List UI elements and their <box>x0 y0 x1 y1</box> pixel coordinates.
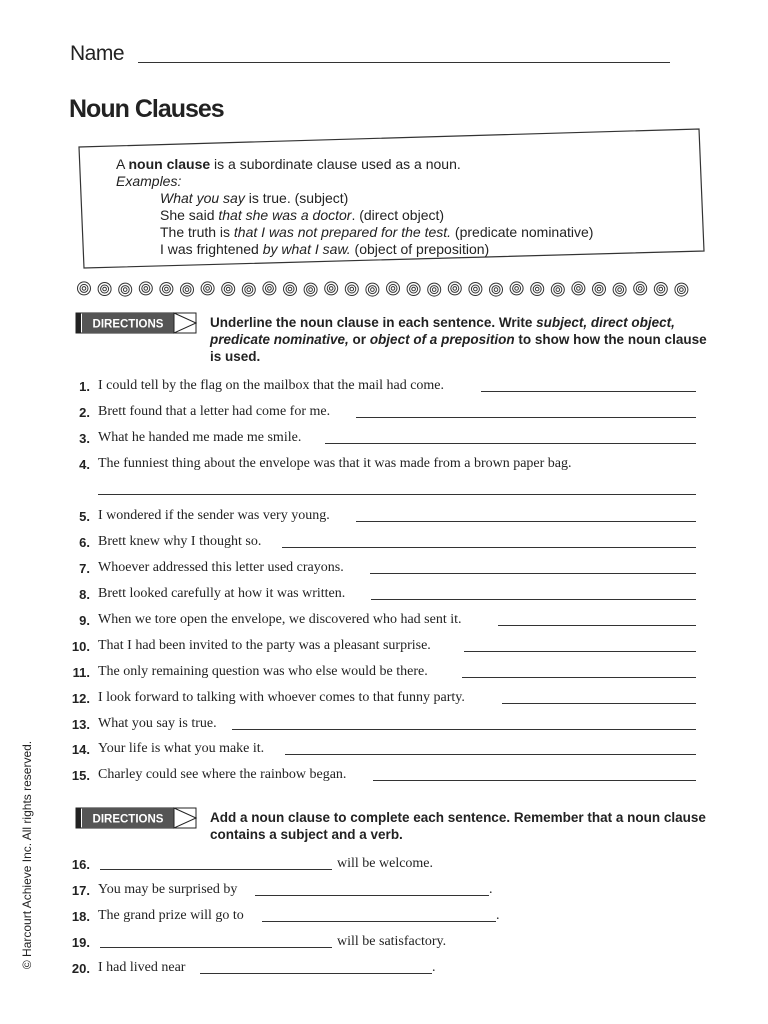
question-row <box>0 638 768 658</box>
question-row <box>0 716 768 736</box>
spiral-glyph <box>572 282 585 295</box>
answer-blank[interactable] <box>100 947 332 948</box>
fill-in-row <box>0 960 768 980</box>
question-text: The funniest thing about the envelope was that it was made from a brown paper bag. <box>98 456 572 471</box>
answer-line[interactable] <box>98 494 696 495</box>
spiral-glyph <box>531 283 544 296</box>
answer-line[interactable] <box>371 599 696 600</box>
answer-line[interactable] <box>462 677 696 678</box>
directions-tag-text: DIRECTIONS <box>92 813 164 826</box>
answer-line[interactable] <box>232 729 696 730</box>
question-number: 4. <box>79 457 90 472</box>
fill-in-prefix: I had lived near <box>98 960 186 975</box>
question-number: 14. <box>71 742 90 757</box>
question-row <box>0 560 768 580</box>
answer-blank[interactable] <box>200 973 432 974</box>
question-text: I wondered if the sender was very young. <box>98 508 330 523</box>
question-row <box>0 664 768 684</box>
question-number: 13. <box>71 717 90 732</box>
question-number: 20. <box>71 961 90 976</box>
fill-in-row <box>0 934 768 954</box>
spiral-glyph <box>469 283 482 296</box>
question-text: What he handed me made me smile. <box>98 430 302 445</box>
spiral-glyph <box>284 283 297 296</box>
answer-line[interactable] <box>464 651 696 652</box>
spiral-glyph <box>119 283 132 296</box>
question-text: Your life is what you make it. <box>98 741 265 756</box>
spiral-glyph <box>510 282 523 295</box>
question-row <box>0 456 768 476</box>
spiral-glyph <box>263 282 276 295</box>
answer-line[interactable] <box>373 780 696 781</box>
answer-line[interactable] <box>356 417 696 418</box>
spiral-glyph <box>387 282 400 295</box>
question-number: 9. <box>79 613 90 628</box>
spiral-glyph <box>634 282 647 295</box>
question-number: 7. <box>79 561 90 576</box>
example-3: The truth is that I was not prepared for the test. (predicate nominative) <box>160 224 594 240</box>
spiral-glyph <box>613 283 626 296</box>
question-text: Brett found that a letter had come for me. <box>98 404 331 419</box>
spiral-glyph <box>201 282 214 295</box>
question-row <box>0 404 768 424</box>
answer-line[interactable] <box>498 625 696 626</box>
page-title: Noun Clauses <box>69 95 224 123</box>
question-number: 19. <box>71 935 90 950</box>
answer-blank[interactable] <box>100 869 332 870</box>
spiral-glyph <box>160 283 173 296</box>
question-number: 18. <box>71 909 90 924</box>
fill-in-suffix: will be welcome. <box>337 856 434 871</box>
spiral-glyph <box>181 283 194 296</box>
question-row <box>0 508 768 528</box>
question-row <box>0 378 768 398</box>
spiral-glyph <box>675 283 688 296</box>
spiral-glyph <box>98 283 111 296</box>
spiral-glyph <box>325 282 338 295</box>
fill-in-prefix: The grand prize will go to <box>98 908 244 923</box>
spiral-glyph <box>304 283 317 296</box>
definition-term: noun clause <box>128 156 211 172</box>
answer-line[interactable] <box>502 703 696 704</box>
answer-line[interactable] <box>325 443 696 444</box>
copyright: © Harcourt Achieve Inc. All rights reserved. <box>20 740 34 970</box>
fill-in-row <box>0 856 768 876</box>
spiral-glyph <box>407 283 420 296</box>
spiral-glyph <box>139 282 152 295</box>
question-row <box>0 430 768 450</box>
spiral-glyph <box>78 282 91 295</box>
definition-box <box>116 156 593 258</box>
spiral-glyph <box>654 283 667 296</box>
directions-tag-2 <box>72 801 202 835</box>
question-number: 10. <box>71 639 90 654</box>
spiral-glyph <box>448 282 461 295</box>
name-label: Name <box>70 42 125 65</box>
question-text: I could tell by the flag on the mailbox that the mail had come. <box>98 378 445 393</box>
spiral-glyph <box>345 283 358 296</box>
question-text: What you say is true. <box>98 716 217 731</box>
spiral-divider <box>76 280 696 298</box>
question-text: Brett looked carefully at how it was written. <box>98 586 346 601</box>
spiral-glyph <box>593 283 606 296</box>
question-number: 2. <box>79 405 90 420</box>
question-number: 1. <box>79 379 90 394</box>
spiral-glyph <box>222 283 235 296</box>
answer-blank[interactable] <box>262 921 496 922</box>
fill-in-suffix: . <box>489 882 493 897</box>
question-number: 16. <box>71 857 90 872</box>
question-number: 6. <box>79 535 90 550</box>
directions-tag-text: DIRECTIONS <box>92 318 164 331</box>
directions-tag-1 <box>72 306 202 340</box>
question-text: That I had been invited to the party was a pleasant surprise. <box>98 638 431 653</box>
question-text: The only remaining question was who else would be there. <box>98 664 428 679</box>
question-text: Brett knew why I thought so. <box>98 534 262 549</box>
question-text: Charley could see where the rainbow began. <box>98 767 347 782</box>
example-4: I was frightened by what I saw. (object of preposition) <box>160 241 490 257</box>
answer-line[interactable] <box>370 573 696 574</box>
spiral-glyph <box>428 283 441 296</box>
examples-label: Examples: <box>116 173 182 189</box>
fill-in-prefix: You may be surprised by <box>98 882 238 897</box>
question-row <box>0 534 768 554</box>
question-number: 5. <box>79 509 90 524</box>
spiral-glyph <box>551 283 564 296</box>
question-row <box>0 612 768 632</box>
question-number: 8. <box>79 587 90 602</box>
question-row <box>0 690 768 710</box>
question-number: 15. <box>71 768 90 783</box>
question-row <box>0 741 768 761</box>
question-text: Whoever addressed this letter used crayons. <box>98 560 344 575</box>
example-1: What you say is true. (subject) <box>160 190 349 206</box>
question-number: 17. <box>71 883 90 898</box>
fill-in-suffix: . <box>496 908 500 923</box>
directions-2-text: Add a noun clause to complete each sentence. Remember that a noun clause contains a subject and a verb. <box>210 810 706 842</box>
question-number: 12. <box>71 691 90 706</box>
spiral-glyph <box>490 283 503 296</box>
spiral-glyph <box>242 283 255 296</box>
fill-in-row <box>0 908 768 928</box>
answer-line[interactable] <box>481 391 696 392</box>
question-text: I look forward to talking with whoever comes to that funny party. <box>98 690 465 705</box>
answer-line[interactable] <box>285 754 696 755</box>
example-2: She said that she was a doctor. (direct object) <box>160 207 445 223</box>
directions-1-text: Underline the noun clause in each sentence. Write subject, direct object, predicate nominative, or object of a preposition to show how the noun clause is used. <box>210 315 707 364</box>
question-row <box>0 586 768 606</box>
fill-in-suffix: . <box>432 960 436 975</box>
fill-in-suffix: will be satisfactory. <box>337 934 447 949</box>
question-text: When we tore open the envelope, we discovered who had sent it. <box>98 612 462 627</box>
definition-line: A noun clause is a subordinate clause used as a noun. <box>116 156 461 172</box>
question-number: 11. <box>72 665 90 680</box>
fill-in-row <box>0 882 768 902</box>
answer-line[interactable] <box>282 547 696 548</box>
question-number: 3. <box>79 431 90 446</box>
question-row <box>0 767 768 787</box>
spiral-glyph <box>366 283 379 296</box>
answer-blank[interactable] <box>255 895 489 896</box>
answer-line[interactable] <box>356 521 696 522</box>
